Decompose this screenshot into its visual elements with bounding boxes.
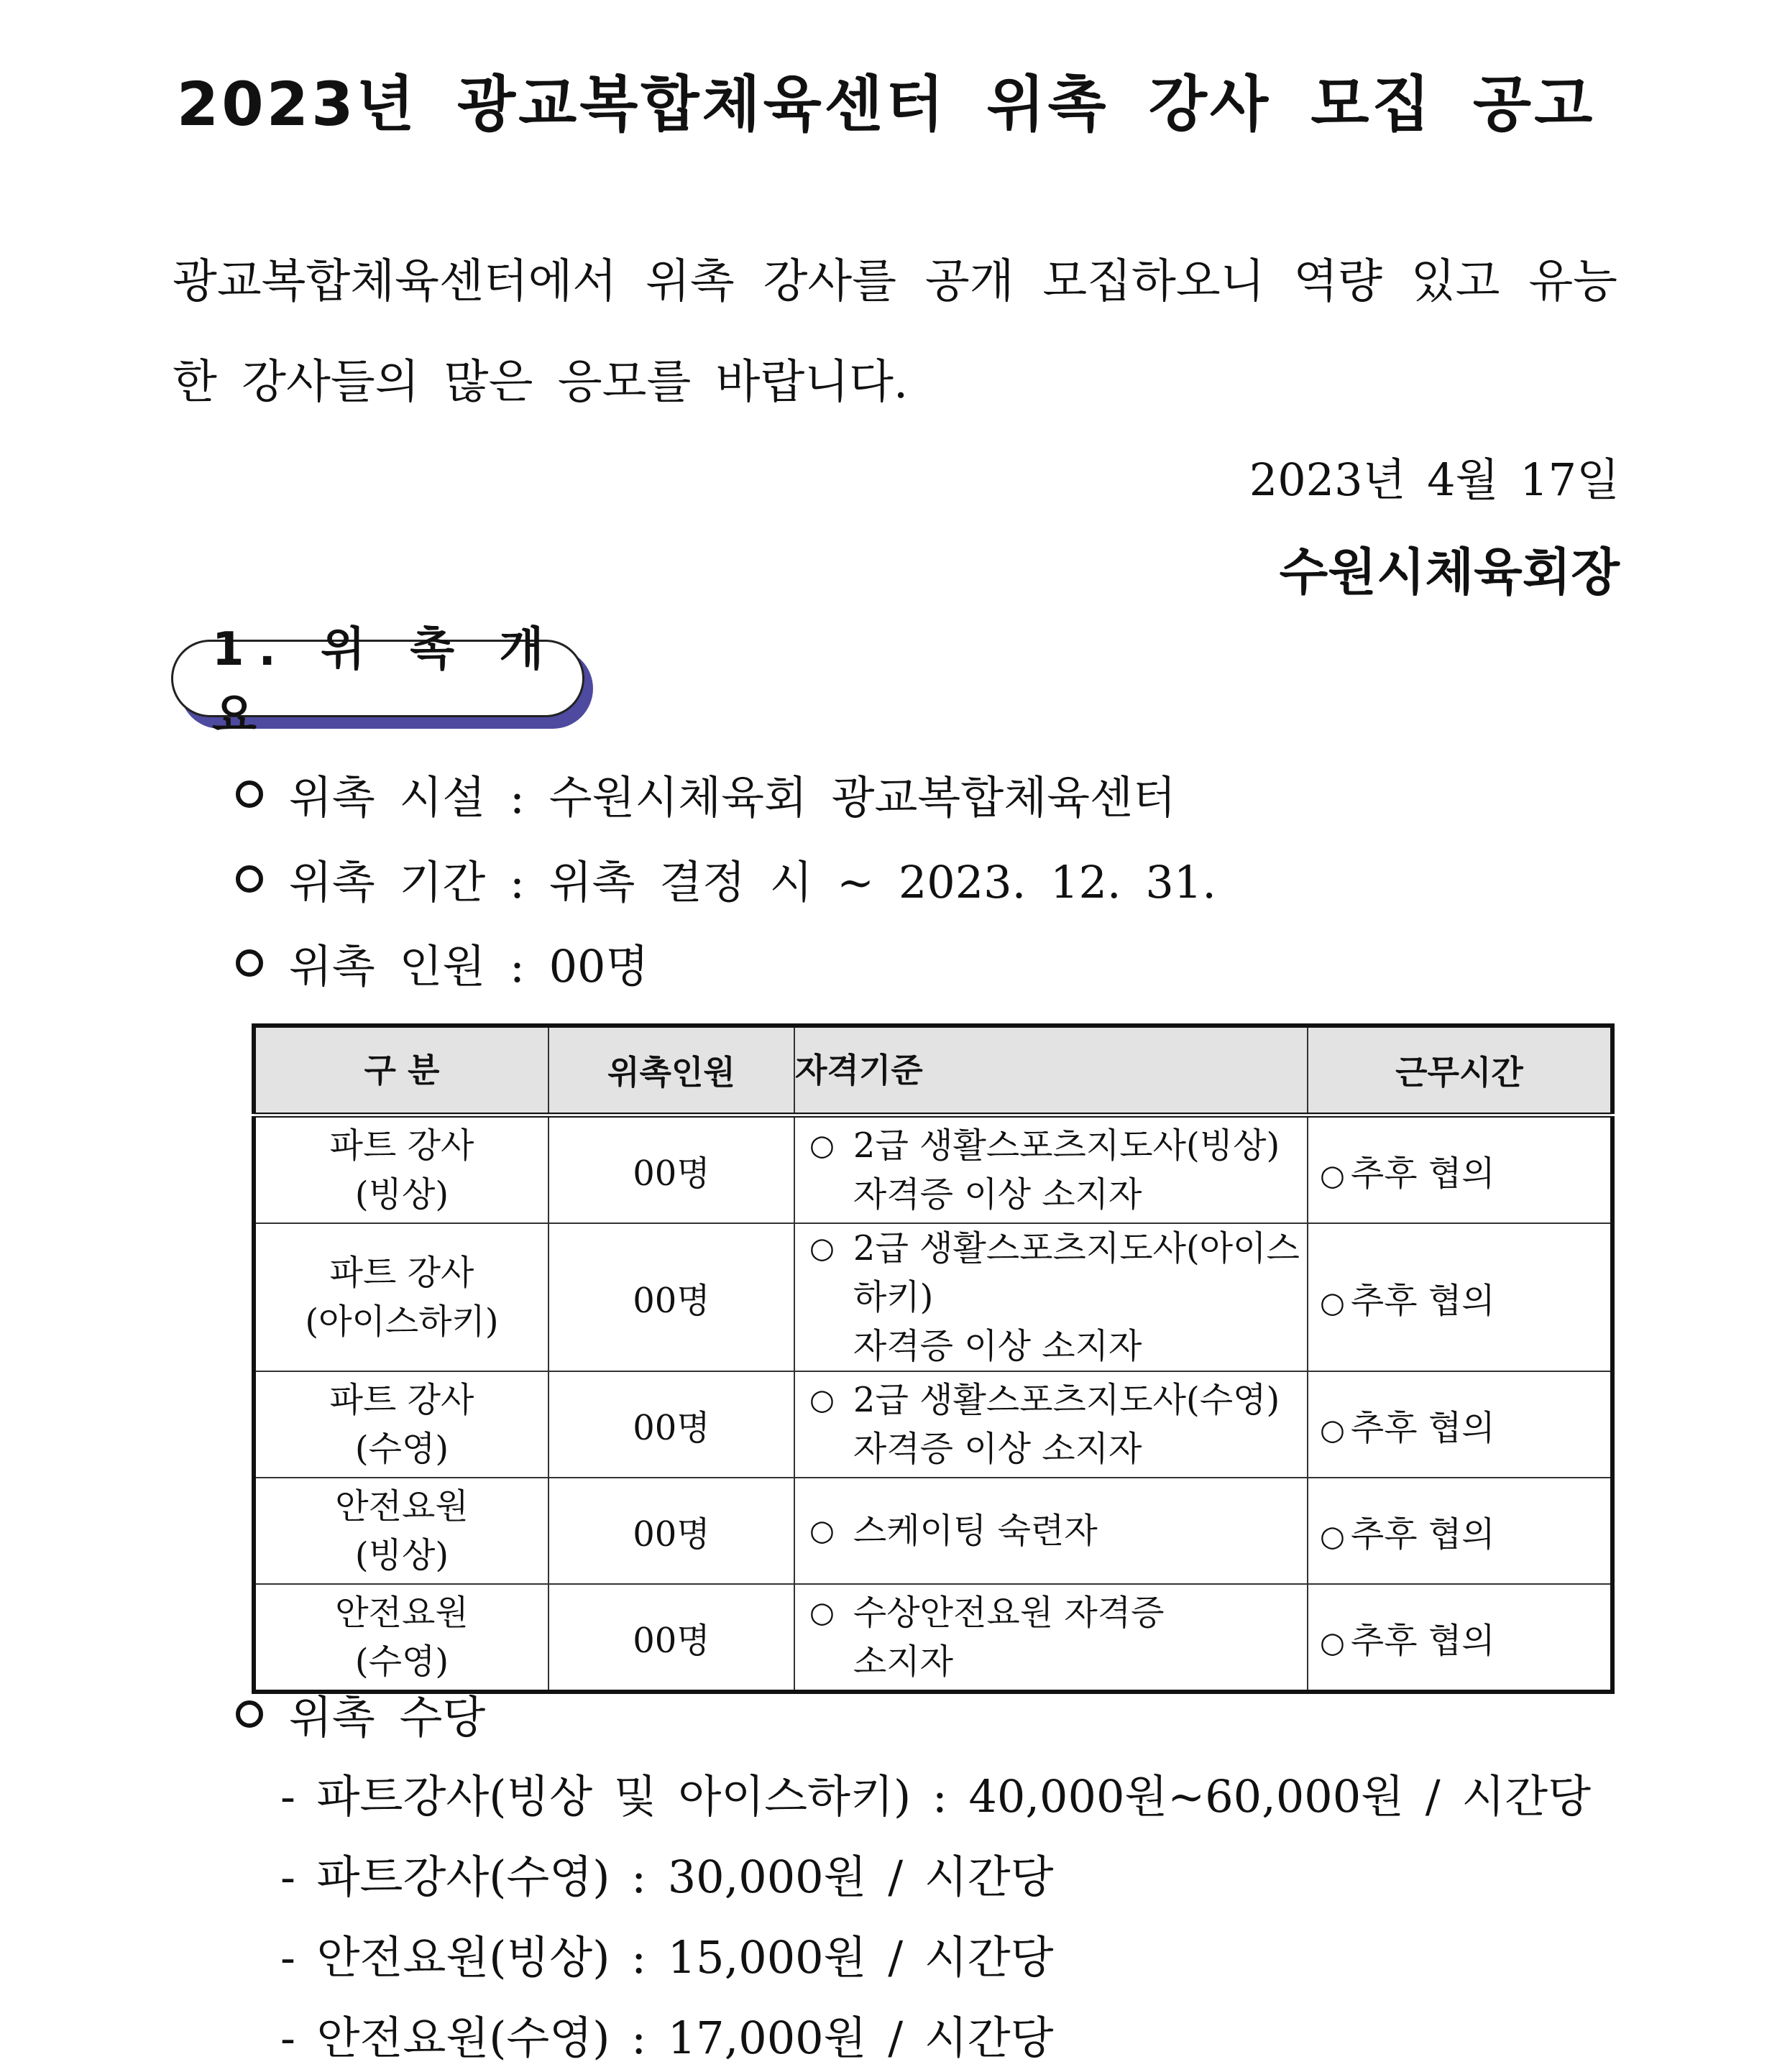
intro-paragraph: 광교복합체육센터에서 위촉 강사를 공개 모집하오니 역량 있고 유능한 강사들의 많은 응모를 바랍니다. <box>173 255 1617 409</box>
overview-item-text: 위촉 기간 : 위촉 결정 시 ~ 2023. 12. 31. <box>289 856 1216 908</box>
count-text: 00명 <box>633 1620 710 1661</box>
table-header-row <box>254 1026 1612 1115</box>
small-circle-icon: ○ <box>809 1232 835 1265</box>
cell-hours <box>1308 1371 1612 1478</box>
cell-count <box>548 1115 794 1224</box>
category-text: 파트 강사 (수영) <box>329 1380 474 1469</box>
small-circle-icon: ○ <box>1320 1519 1345 1553</box>
small-circle-icon: ○ <box>809 1129 835 1162</box>
count-text: 00명 <box>633 1407 710 1448</box>
cell-hours <box>1308 1223 1612 1371</box>
section-header <box>171 623 584 742</box>
cell-count <box>548 1478 794 1584</box>
circle-bullet-icon <box>236 949 263 977</box>
small-circle-icon: ○ <box>809 1596 835 1629</box>
table-row <box>254 1223 1612 1371</box>
table-row <box>254 1115 1612 1224</box>
cell-hours <box>1308 1115 1612 1224</box>
overview-item-facility <box>236 762 1176 826</box>
hours-text: 추후 협의 <box>1350 1280 1495 1321</box>
cell-count <box>548 1584 794 1692</box>
cell-qualification <box>794 1478 1308 1584</box>
section-title: 1. 위 촉 개 요 <box>212 623 559 742</box>
overview-item-period <box>236 847 1216 911</box>
header-hours: 근무시간 <box>1308 1026 1612 1115</box>
cell-category <box>254 1115 548 1224</box>
overview-item-headcount <box>236 931 648 995</box>
page-title: 2023년 광교복합체육센터 위촉 강사 모집 공고 <box>176 69 1596 139</box>
recruitment-table <box>252 1023 1615 1694</box>
allowance-item: - 파트강사(빙상 및 아이스하키) : 40,000원~60,000원 / 시간당 <box>280 1770 1592 1823</box>
cell-qualification <box>794 1223 1308 1371</box>
cell-category <box>254 1371 548 1478</box>
small-circle-icon: ○ <box>1320 1159 1345 1192</box>
circle-bullet-icon <box>236 865 263 893</box>
cell-category <box>254 1584 548 1692</box>
allowance-label: 위촉 수당 <box>289 1691 486 1744</box>
cell-count <box>548 1223 794 1371</box>
overview-item-text: 위촉 인원 : 00명 <box>289 940 649 993</box>
cell-hours <box>1308 1478 1612 1584</box>
cell-hours <box>1308 1584 1612 1692</box>
cell-category <box>254 1478 548 1584</box>
category-text: 파트 강사 (빙상) <box>329 1125 474 1215</box>
small-circle-icon: ○ <box>1320 1626 1345 1659</box>
small-circle-icon: ○ <box>809 1383 835 1417</box>
count-text: 00명 <box>633 1280 710 1321</box>
announcement-date: 2023년 4월 17일 <box>1249 453 1620 506</box>
small-circle-icon: ○ <box>1320 1413 1345 1447</box>
category-text: 안전요원 (수영) <box>335 1593 469 1682</box>
header-category: 구 분 <box>254 1026 548 1115</box>
table-row <box>254 1478 1612 1584</box>
small-circle-icon: ○ <box>809 1514 835 1547</box>
count-text: 00명 <box>633 1153 710 1194</box>
category-text: 안전요원 (빙상) <box>335 1486 469 1575</box>
header-qualification: 자격기준 <box>794 1026 1308 1115</box>
qualification-text: 스케이팅 숙련자 <box>853 1511 1098 1551</box>
hours-text: 추후 협의 <box>1350 1153 1495 1194</box>
qualification-text: 2급 생활스포츠지도사(아이스하키) 자격증 이상 소지자 <box>853 1228 1300 1366</box>
cell-qualification <box>794 1371 1308 1478</box>
category-text: 파트 강사 (아이스하키) <box>305 1253 499 1342</box>
hours-text: 추후 협의 <box>1350 1514 1495 1555</box>
allowance-item: - 안전요원(빙상) : 15,000원 / 시간당 <box>280 1931 1054 1984</box>
allowance-heading <box>236 1682 485 1746</box>
hours-text: 추후 협의 <box>1350 1620 1495 1661</box>
overview-item-text: 위촉 시설 : 수원시체육회 광교복합체육센터 <box>289 771 1176 824</box>
qualification-text: 2급 생활스포츠지도사(빙상) 자격증 이상 소지자 <box>853 1125 1280 1215</box>
cell-category <box>254 1223 548 1371</box>
cell-count <box>548 1371 794 1478</box>
allowance-item: - 안전요원(수영) : 17,000원 / 시간당 <box>280 2012 1054 2064</box>
allowance-item: - 파트강사(수영) : 30,000원 / 시간당 <box>280 1851 1054 1903</box>
circle-bullet-icon <box>236 1700 263 1728</box>
table-row <box>254 1371 1612 1478</box>
qualification-text: 2급 생활스포츠지도사(수영) 자격증 이상 소지자 <box>853 1380 1280 1469</box>
cell-qualification <box>794 1584 1308 1692</box>
small-circle-icon: ○ <box>1320 1286 1345 1320</box>
cell-qualification <box>794 1115 1308 1224</box>
count-text: 00명 <box>633 1514 710 1555</box>
signer-name: 수원시체육회장 <box>1279 543 1620 602</box>
qualification-text: 수상안전요원 자격증 소지자 <box>853 1593 1165 1682</box>
hours-text: 추후 협의 <box>1350 1407 1495 1448</box>
header-count: 위촉인원 <box>548 1026 794 1115</box>
circle-bullet-icon <box>236 781 263 808</box>
table-row <box>254 1584 1612 1692</box>
